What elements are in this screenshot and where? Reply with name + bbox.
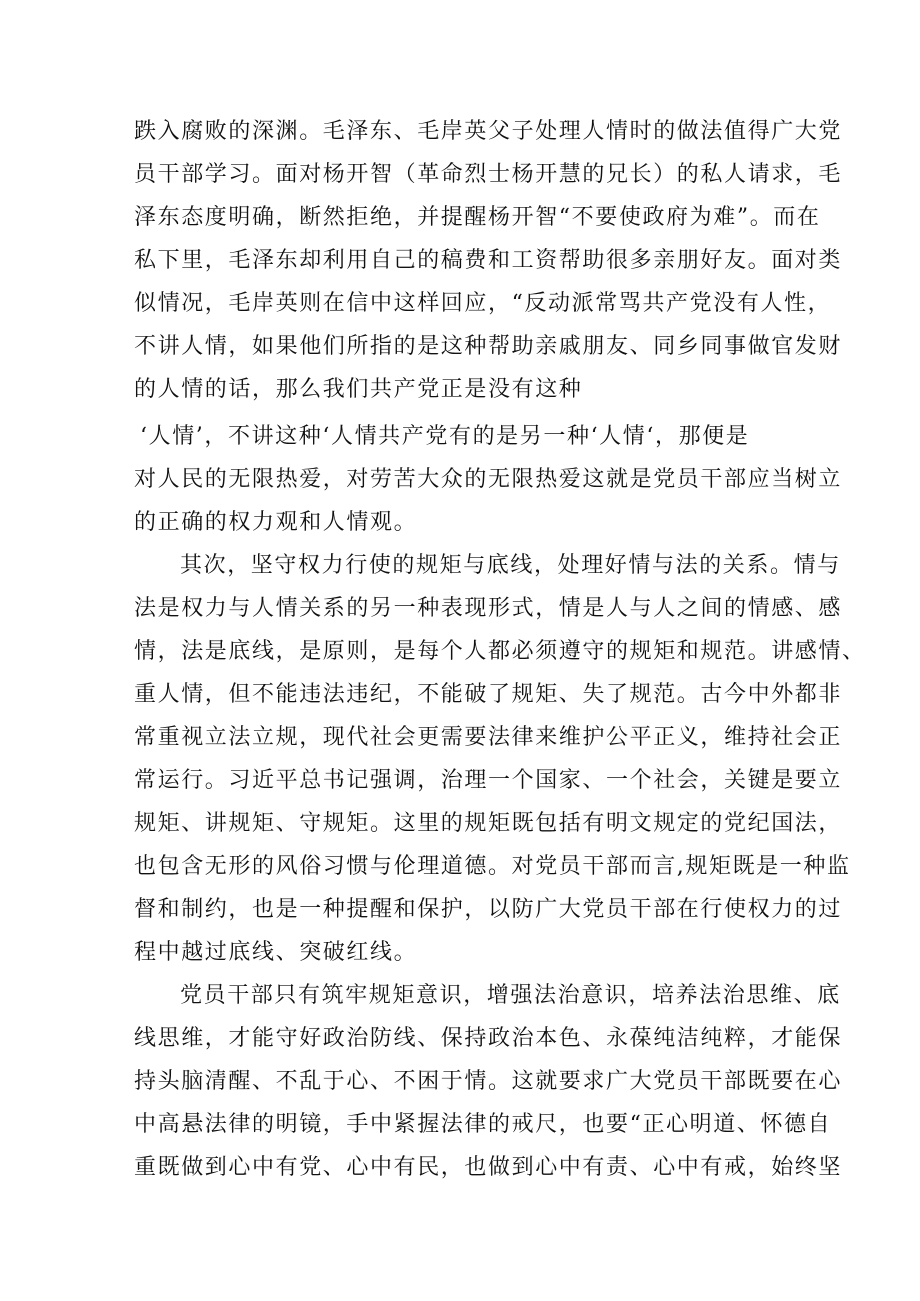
text-line: 跌入腐败的深渊。毛泽东、毛岸英父子处理人情时的做法值得广大党 [134, 119, 843, 144]
text-line: 规矩、讲规矩、守规矩。这里的规矩既包括有明文规定的党纪国法， [134, 811, 843, 836]
text-line: 似情况，毛岸英则在信中这样回应，“反动派常骂共产党没有人性， [134, 291, 832, 316]
paragraph-first-line: 其次，坚守权力行使的规矩与底线，处理好情与法的关系。情与 [180, 553, 841, 578]
text-line: 泽东态度明确，断然拒绝，并提醒杨开智“不要使政府为难”。而在 [134, 205, 821, 230]
text-line: 员干部学习。面对杨开智（革命烈士杨开慧的兄长）的私人请求，毛 [134, 162, 843, 187]
text-line: 私下里，毛泽东却利用自己的稿费和工资帮助很多亲朋好友。面对类 [134, 248, 843, 273]
text-line: 线思维，才能守好政治防线、保持政治本色、永葆纯洁纯粹，才能保 [134, 1026, 843, 1051]
text-line: 的人情的话，那么我们共产党正是没有这种 [134, 377, 583, 402]
text-line: 督和制约，也是一种提醒和保护，以防广大党员干部在行使权力的过 [134, 897, 843, 922]
text-line: ‘人情’，不讲这种‘人情共产党有的是另一种‘人情‘，那便是 [140, 424, 750, 449]
text-line: 常运行。习近平总书记强调，治理一个国家、一个社会，关键是要立 [134, 768, 843, 793]
text-line: 也包含无形的风俗习惯与伦理道德。对党员干部而言,规矩既是一种监 [134, 854, 851, 879]
text-line: 中高悬法律的明镜，手中紧握法律的戒尺，也要“正心明道、怀德自 [134, 1112, 832, 1137]
text-line: 程中越过底线、突破红线。 [134, 940, 418, 965]
text-line: 对人民的无限热爱，对劳苦大众的无限热爱这就是党员干部应当树立 [134, 467, 843, 492]
paragraph-first-line: 党员干部只有筑牢规矩意识，增强法治意识，培养法治思维、底 [180, 983, 841, 1008]
text-line: 不讲人情，如果他们所指的是这种帮助亲戚朋友、同乡同事做官发财 [134, 334, 843, 359]
text-line: 持头脑清醒、不乱于心、不困于情。这就要求广大党员干部既要在心 [134, 1069, 843, 1094]
text-line: 重既做到心中有党、心中有民，也做到心中有责、心中有戒，始终坚 [134, 1155, 843, 1180]
text-line: 情，法是底线，是原则，是每个人都必须遵守的规矩和规范。讲感情、 [134, 639, 866, 664]
text-line: 重人情，但不能违法违纪，不能破了规矩、失了规范。古今中外都非 [134, 682, 843, 707]
text-line: 常重视立法立规，现代社会更需要法律来维护公平正义，维持社会正 [134, 725, 843, 750]
text-line: 法是权力与人情关系的另一种表现形式，情是人与人之间的情感、感 [134, 596, 843, 621]
text-line: 的正确的权力观和人情观。 [134, 510, 418, 535]
